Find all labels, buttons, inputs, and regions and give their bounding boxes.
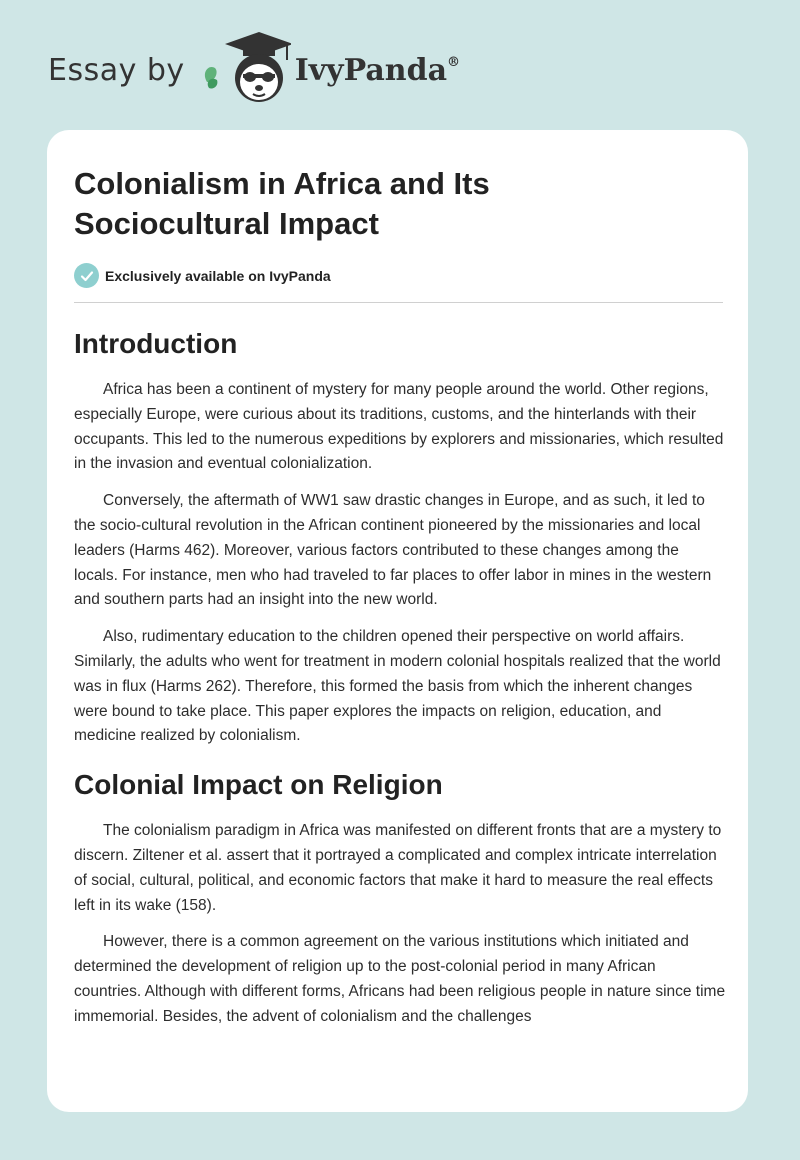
essay-title: Colonialism in Africa and Its Sociocultural Impact [74,166,490,241]
essay-body [74,326,726,1042]
panda-logo-icon[interactable] [199,30,291,110]
paragraph: Africa has been a continent of mystery for many people around the world. Other regions, especially Europe, were curious about its traditions, customs, and the hinterlands with their occupants. This led to the numerous expeditions by explorers and missionaries, which resulted in the invasion and eventual colonialization. [74,381,724,473]
divider [74,302,723,303]
exclusive-badge [74,263,331,288]
check-icon [74,263,99,288]
paragraph: Also, rudimentary education to the children opened their perspective on world affairs. Similarly, the adults who went for treatment in modern colonial hospitals realized that the world was in flux (Harms 262). Therefore, this formed the basis from which the inherent changes were bound to take place. This paper explores the impacts on religion, education, and medicine realized by colonialism. [74,628,721,745]
essay-card [47,130,748,1112]
essay-by-label: Essay by [48,52,185,88]
exclusive-badge-text: Exclusively available on IvyPanda [105,267,331,284]
paragraph: The colonialism paradigm in Africa was manifested on different fronts that are a mystery to discern. Ziltener et al. assert that it portrayed a complicated and complex intricate interrelation of social, cultural, political, and economic factors that make it hard to measure the real effects left in its wake (158). [74,822,722,914]
paragraph: Conversely, the aftermath of WW1 saw drastic changes in Europe, and as such, it led to the socio-cultural revolution in the African continent pioneered by the missionaries and local leaders (Harms 462). Moreover, various factors contributed to these changes among the locals. For instance, men who had traveled to far places to offer labor in mines in the western and southern parts had an insight into the new world. [74,492,712,609]
section-heading-religion: Colonial Impact on Religion [74,769,443,801]
section-heading-introduction: Introduction [74,328,238,359]
registered-mark: ® [447,54,461,70]
paragraph: However, there is a common agreement on the various institutions which initiated and determined the development of religion up to the post-colonial period in many African countries. Although with different forms, Africans had been religious people in nature since time immemorial. Besides, the advent of colonialism and the challenges [74,933,726,1025]
site-header [48,30,460,110]
brand-name[interactable]: IvyPanda® [294,52,461,88]
